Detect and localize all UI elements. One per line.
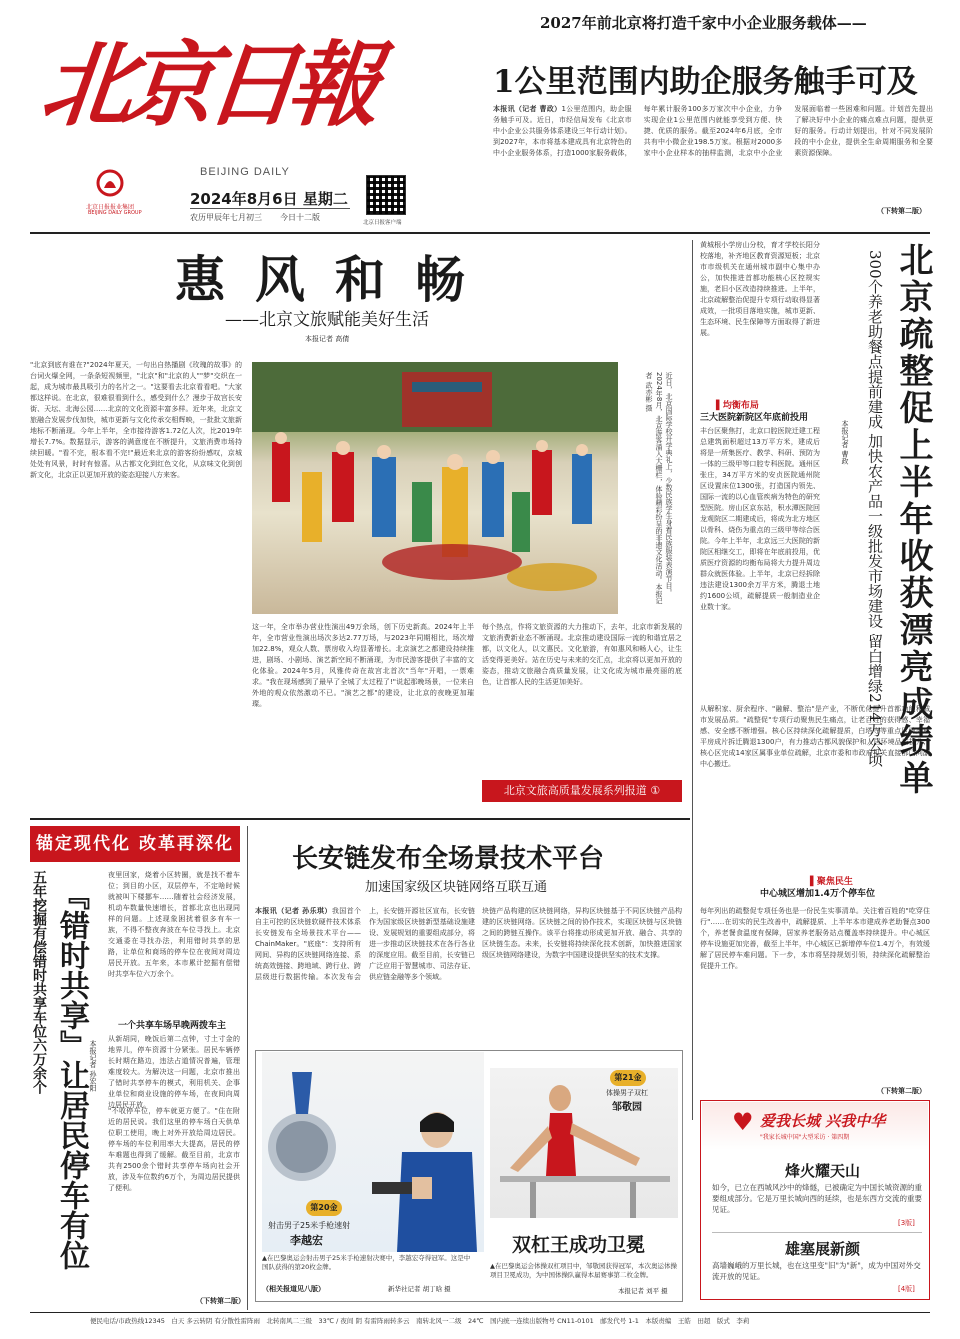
right-section2-title: 中心城区增加1.4万个停车位 — [760, 889, 875, 899]
lead-body — [493, 104, 933, 212]
parking-section-title: 一个共享车场早晚两拨车主 — [118, 1021, 227, 1031]
heart-icon: ♥ — [732, 1108, 754, 1136]
lunar-date: 农历甲辰年七月初三 — [190, 213, 262, 222]
right-section2-tag: ▌聚焦民生 — [810, 877, 853, 887]
right-section1-title: 三大医院新院区年底前投用 — [700, 413, 809, 423]
tech-subhead: 加速国家级区块链网络互联互通 — [365, 880, 548, 895]
qr-code-icon[interactable] — [366, 175, 406, 215]
right-subhead: 300个养老助餐点提前建成 加快农产品一级批发市场建设 留白增绿214万公顷 — [866, 250, 884, 767]
parking-body2: 从新胡同，晚饭后第二点钟，寸土寸金的地界儿，停车资源十分紧张。居民车辆停长时期在路边，违法占道情况普遍，管理难度较大。为解决这一问题，北京市推出了错时共享停车的模式，利用机关、企事业单位和商业设施的停车场，在夜间向周边居民开放。 — [108, 1035, 240, 1109]
right-body-top: 黄城根小学房山分校，育才学校长阳分校落地，补齐地区教育资源短板；北京市市级机关在通州城市副中心集中办公，加快推进首都功能核心区控规实施，老旧小区改造持续推进。上半年，北京疏解整治促提升专项行动取得显著成效，一批项目落地实施，城市更新、生态环境、民生保障等方面取得了新进展。 — [700, 241, 820, 337]
series-tag-text: 北京文旅高质量发展系列报道 ① — [503, 784, 661, 797]
athlete2-name: 邹敬园 — [612, 1102, 642, 1113]
sports-credit-1: 新华社记者 胡丁晗 摄 — [388, 1285, 451, 1293]
bracket-icon: ▌ — [716, 401, 723, 411]
right-body-bottom: 每年列出的疏整促专项任务也是一份民生实事清单。关注着百姓的"吃穿住行"……在切实的民生改善中，疏解提质、上半年本市建成养老助餐点300个，养老餐食温度有保障，居家养老服务站点覆盖率持续提升。中心城区停车设施更加完善，截至上半年，中心城区已新增停车位1.4万个，有效缓解了居民停车难问题。下一步，本市将坚持规划引领，持续深化疏解整治促提升工作。 — [700, 907, 930, 970]
bracket-icon-2: ▌ — [810, 877, 817, 887]
masthead-title: 北京日報 — [36, 31, 376, 139]
parking-byline: 本报记者 孙宏阳 — [89, 1040, 97, 1092]
changcheng-banner-sub: "我家长城中国"大型采访 · 第四期 — [760, 1134, 850, 1141]
changcheng-banner — [702, 1102, 928, 1150]
issue-date: 2024年8月6日 星期二 — [190, 190, 348, 208]
right-body-mid: 丰台区聚焦打，北京口腔医院迁建工程总建筑面积超过13万平方米，建成后将是一所集医疗、教学、科研、预防为一体的三级甲等口腔专科医院。通州区张庄，34万平方米的安贞医院通州院区设置床位1300张，打造国内领先、国际一流的以心血管疾病为特色的研究型医院。房山区京东站，积水潭医院回龙观院区二期建成后，将成为北方地区以骨科、烧伤为重点的三级甲等综合医院。今年上半年，北京远三大医院的新院区相继交工，即将在年底前投用，优质医疗资源的均衡布局将大力提升周边群众就医体验。上半年，北京已经拆除违法建设1300余万平方米，腾退土地约1600公顷，疏解提质一般制造业企业数十家。 — [700, 427, 820, 611]
changcheng-story1-body: 如今，已立在西城风沙中的烽燧，已被确定为中国长城资源的重要组成部分。它是万里长城向西的延续，也是东西方交流的重要见证。 — [712, 1183, 922, 1214]
changcheng-story2-page: [4版] — [898, 1285, 915, 1293]
feature-body-mid: 这一年，全市举办营业性演出49万余场，创下历史新高。2024年上半年，全市营业性演出场次多达2.77万场，与2023年同期相比，场次增加22.8%，观众人数、票房收入均显著增长。北京演艺之都建设持续推进，剧场、小剧场、演艺新空间不断涌现，为市民游客提供了丰富的文化体验。2024年5月，风雅传奇在故宫北首次"当年"开唱，一票难求。"我在现场感到了最早了全城了太过程了!"说起那晚场景，一位来自外地的观众依然激动不已。"演艺之都"的建设，让北京的夜晚更加璀璨。 — [252, 623, 474, 708]
feature-body-right: 每个热点，作将文旅资源的大力推动下，去年，北京市新发展的文旅消费新业态不断涌现。北京推动建设国际一流的和谐宜居之都，以文化人，以文惠民。文化旅游，有如惠风和畅人心，让生活变得更美好。站在历史与未来的交汇点，北京将以更加开放的姿态，推动文旅融合高质量发展，让文化成为城市最亮丽的底色，让首都人民的生活更加美好。 — [482, 623, 682, 686]
reform-banner — [30, 826, 240, 862]
group-name-en: BEIJING DAILY GROUP — [88, 210, 142, 216]
feature-photo-caption: 近日，北京国际学校开学典礼上，少数民族学生身着民族服装表演节目。2024年8月，北京游客涌入大栅栏，体验精彩纷呈的非遗文化活动。本报记者 武亦彬 摄 — [645, 372, 673, 605]
lead-headline: 1公里范围内助企服务触手可及 — [493, 64, 918, 100]
parking-body3: "不收停车位，停车就更方便了。"住在附近的居民说。我们这里的停车场白天供单位职工使用，晚上对外开放给周边居民。停车场的车位利用率大大提高，居民的停车难题也得到了缓解。截至目前，北京市共有2500余个错时共享停车场向社会开放，涉及车位数约6万个，为周边居民提供了便利。 — [108, 1107, 240, 1192]
badge2 — [610, 1070, 646, 1086]
page-count: 今日十二版 — [280, 213, 320, 222]
badge1-text: 射击男子25米手枪速射 — [268, 1221, 351, 1230]
group-name: 北京日报报业集团 — [86, 204, 135, 211]
changcheng-banner-text: 爱我长城 兴我中华 — [760, 1112, 886, 1130]
masthead-english: BEIJING DAILY — [200, 166, 290, 178]
sports-credit-2: 本报记者 刘平 摄 — [618, 1287, 668, 1295]
right-section1-tag: ▌均衡布局 — [716, 401, 759, 411]
badge2-text: 体操男子双杠 — [606, 1089, 648, 1097]
tech-body-right: 块链产品构建的区块链网络，异构区块链基于不同区块链产品构建的区块链网络。区块链之间的协作技术，实现区块链与区块链之间的跨链互操作。该平台将推动形成更加开放、融合、共享的区块链生态。未来，长安链将持续深化技术创新，加快推进国家级区块链网络建设，为数字中国建设提供坚实的技术支撑。 — [482, 907, 682, 959]
sports-caption-1: ▲在巴黎奥运会射击男子25米手枪速射决赛中，李越宏夺得冠军。这是中国队获得的第20枚金牌。 — [262, 1254, 471, 1271]
right-headline: 北京疏整促上半年收获漂亮成绩单 — [893, 242, 933, 797]
feature-body-left: "北京到底有谁在?"2024年夏天，一句出自热播剧《玫瑰的故事》的台词火爆全网，一条条短视频里，"北京"和"北京的人""梦"交织在一起，成为城市最具吸引力的名片之一。"这要看去北京看看吧。"大家都这样说。在北京，很难很看到什么，感受到什么？漫步于故宫长安街、天坛、北海公园……北京的文化资源丰富多样。近年来，北京文旅融合发展步伐加快，城市更新与文化传承交相辉映，一批批文旅新地标不断涌现。今年上半年，全市接待游客1.72亿人次，比2019年增长7.7%。数据显示，游客的满意度在不断提升，文旅消费市场持续回暖。"看不完，根本看不完!"最近来北京的游客纷纷感叹，京城处处有风景，时时有惊喜。从古都文化到红色文化，从京味文化到创新文化，北京正以更加开放的姿态迎接八方来客。 — [30, 361, 242, 479]
right-byline: 本报记者 曹政 — [841, 420, 849, 465]
lead-continue: （下转第二版） — [877, 207, 926, 215]
changcheng-story1-title: 烽火耀天山 — [785, 1162, 861, 1180]
changcheng-story2-title: 雄塞展新颜 — [785, 1240, 861, 1258]
footer-text: 便民电话/市政热线12345 白天 多云转阴 有分散性雷阵雨 北转南风二三级 33℃ / 夜间 阴 有雷阵雨转多云 南转北风一二级 24℃ 国内统一连续出版物号 CN11-0101 邮发代号 1-1 本版责编 王皓 田超 版式 李莉 — [90, 1317, 750, 1325]
lead-byline: 本报讯（记者 曹政） — [493, 105, 562, 113]
parking-body: 夜里回家，烧着小区转圈，就是找不着车位；到目的小区，双层停车，不定啥时候就被叫下楼挪车……随着社会经济发展，机动车数量快速增长，首都北京也出现同样的问题。上述现象困扰着很多有车一族，不得不整夜奔波在车位寻找上。北京交通委在寻找办法，利用错时共享的思路，让单位和商场的停车位在夜间对周边居民开放。五年来，本市累计挖掘有偿错时共享车位六万余个。 — [108, 871, 240, 978]
sports-related: （相关报道见八版） — [262, 1285, 325, 1293]
sports-caption-2: ▲在巴黎奥运会体操双杠项目中，邹敬园获得冠军，本次奥运体操项目卫冕成功，为中国体操队赢得本届赛事第二枚金牌。 — [490, 1262, 677, 1279]
feature-subhead: ——北京文旅赋能美好生活 — [225, 310, 429, 330]
lead-body-text: 1公里范围内，助企服务触手可及。近日，市经信局发布《北京市中小企业公共服务体系建设三年行动计划》。到2027年，本市将基本建成具有北京特色的中小企业服务体系，打造1000家服务载体，每年累计服务100多万家次中小企业，力争实现企业1公里范围内就能享受到方便、快捷、优质的服务。截至2024年6月底，全市共有中小微企业198.5万家。根据对2000多家中小企业样本的抽样监测，北京中小企业发展面临着一些困难和问题。计划首先提出了解决好中小企业的痛点难点问题，提供更好的服务。行动计划提出，针对不同发展阶段的中小企业，提供全生命周期服务和全要素资源保障。 — [493, 105, 933, 157]
changcheng-story1-page: [3版] — [898, 1219, 915, 1227]
badge1 — [306, 1200, 342, 1216]
athlete1-name: 李越宏 — [290, 1234, 323, 1247]
badge2-num: 第21金 — [614, 1073, 642, 1082]
right-body-mid2: 从解积家、厨余程序、"融解、整治"是产业，不断优化提升首都功能和城市发展品质。"疏整促"专项行动聚焦民生痛点，让老百姓的获得感、幸福感、安全感不断增强。核心区持续深化疏解提质，白塔寺等重点区域完成平房成片拆迁腾退1300户，有力推动古都风貌保护和人居环境品质提升；核心区完成14家区属事业单位疏解，北京市委和市政府机关直接部门向副中心搬迁。 — [700, 705, 930, 768]
parking-headline: 『错时共享』让居民停车有位 — [54, 880, 89, 1270]
badge1-num: 第20金 — [310, 1203, 338, 1212]
qr-label: 北京日报客户端 — [363, 220, 402, 226]
feature-series-tag — [482, 780, 682, 802]
right-continue: （下转第二版） — [877, 1087, 926, 1095]
feature-headline: 惠风和畅 — [175, 250, 495, 309]
tech-byline: 本报讯（记者 孙乐琪） — [255, 907, 332, 915]
reform-banner-text: 锚定现代化 改革再深化 — [36, 834, 234, 854]
feature-photo — [252, 362, 618, 614]
sports-headline-2: 双杠王成功卫冕 — [512, 1234, 646, 1256]
changcheng-story2-body: 高墙巍峨的万里长城，也在这里变"旧"为"新"，成为中国对外交流开放的见证。 — [712, 1261, 921, 1281]
lead-kicker: 2027年前北京将打造千家中小企业服务载体—— — [540, 14, 867, 32]
parking-kicker: 五年挖掘有偿错时共享车位六万余个 — [31, 870, 47, 1094]
masthead-logo — [36, 20, 376, 170]
athlete2-photo — [490, 1068, 678, 1218]
feature-byline: 本报记者 高倩 — [305, 335, 350, 343]
tech-body-left: 本报讯（记者 孙乐琪）我国首个自主可控的区块链软硬件技术体系长安链发布全场景技术平台——ChainMaker。"底座"：支持所有网间、异构的区块链网络连接、系统高效链接、跨地域、跨行业、跨层级进行数据传输。本次发布会上，长安链开源社区宣布，长安链作为国家级区块链新型基础设施建设、发展规划的重要组成部分，将进一步推动区块链技术在各行各业的深度应用。截至目前，长安链已广泛应用于智慧城市、司法存证、供应链金融等多个领域。 — [255, 907, 475, 981]
parking-continue: （下转第二版） — [196, 1297, 245, 1305]
tech-headline: 长安链发布全场景技术平台 — [292, 844, 605, 874]
group-logo-icon — [95, 168, 125, 198]
